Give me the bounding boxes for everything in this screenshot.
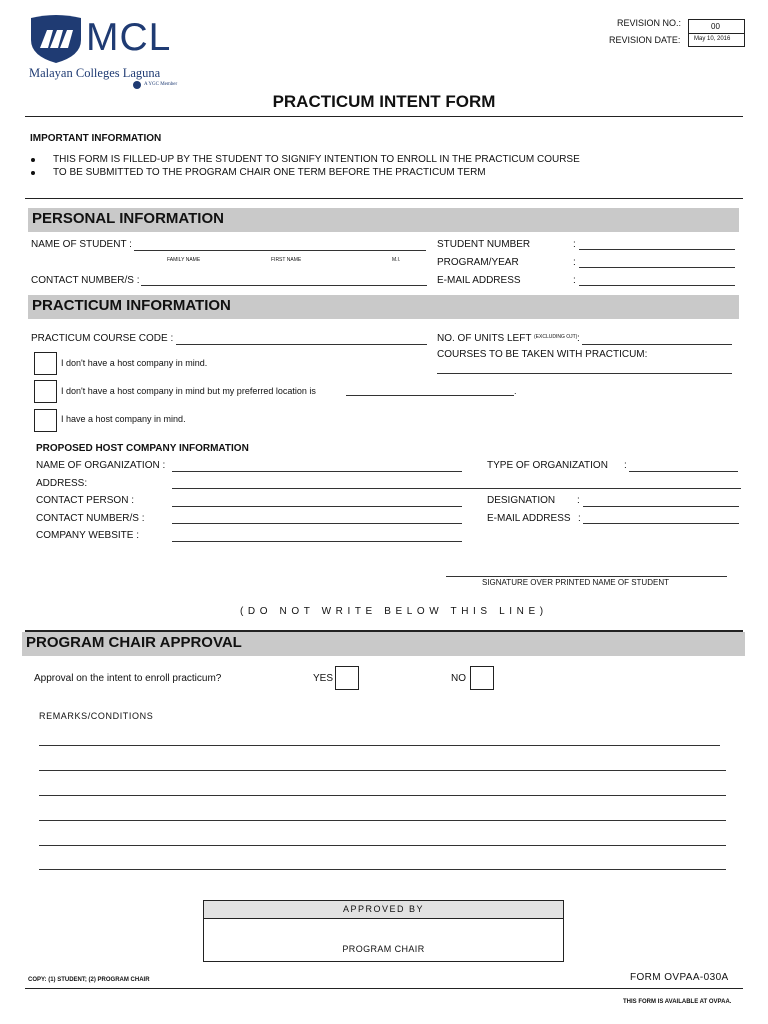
course-code-label: PRACTICUM COURSE CODE : [31, 333, 174, 344]
colon: : [577, 333, 580, 344]
option-preferred-location-checkbox[interactable] [34, 380, 57, 403]
org-type-label: TYPE OF ORGANIZATION [487, 460, 608, 471]
remarks-line[interactable] [39, 845, 726, 846]
host-contact-number-label: CONTACT NUMBER/S : [36, 513, 145, 524]
student-number-label: STUDENT NUMBER [437, 239, 531, 250]
option-has-host-checkbox[interactable] [34, 409, 57, 432]
form-code: FORM OVPAA-030A [630, 972, 729, 983]
logo-acronym: MCL [86, 16, 172, 59]
address-label: ADDRESS: [36, 478, 88, 489]
page-title: PRACTICUM INTENT FORM [272, 92, 496, 111]
important-bullet-2: TO BE SUBMITTED TO THE PROGRAM CHAIR ONE TERM BEFORE THE PRACTICUM TERM [53, 167, 486, 178]
important-divider [25, 198, 743, 199]
course-code-field[interactable] [176, 344, 427, 345]
approval-section-header [22, 632, 745, 656]
logo-name: Malayan Colleges Laguna [29, 66, 161, 80]
option-no-host-label: I don't have a host company in mind. [61, 358, 208, 368]
logo [29, 12, 189, 92]
practicum-section-header [28, 295, 739, 319]
remarks-line[interactable] [39, 869, 726, 870]
courses-with-practicum-label: COURSES TO BE TAKEN WITH PRACTICUM: [437, 349, 648, 360]
host-email-label: E-MAIL ADDRESS [487, 513, 571, 524]
units-left-note: (EXCLUDING OJT) [534, 334, 578, 340]
designation-label: DESIGNATION [487, 495, 556, 506]
yes-label: YES [313, 673, 334, 684]
website-label: COMPANY WEBSITE : [36, 530, 139, 541]
org-type-field[interactable] [629, 471, 738, 472]
personal-section-header [28, 208, 739, 232]
colon: : [573, 275, 576, 286]
option-no-host-checkbox[interactable] [34, 352, 57, 375]
student-name-field[interactable] [134, 250, 426, 251]
revision-box-divider [689, 33, 744, 34]
revision-box [688, 19, 745, 47]
host-contact-number-field[interactable] [172, 523, 462, 524]
program-chair-signature-field[interactable] [204, 920, 563, 960]
mi-caption: M.I. [392, 257, 401, 263]
address-field[interactable] [172, 488, 741, 489]
signature-label: SIGNATURE OVER PRINTED NAME OF STUDENT [482, 578, 669, 587]
first-name-caption: FIRST NAME [271, 257, 302, 263]
colon: : [573, 239, 576, 250]
copy-note: COPY: (1) STUDENT; (2) PROGRAM CHAIR [28, 977, 150, 983]
student-name-label: NAME OF STUDENT : [31, 239, 132, 250]
revision-date-label: REVISION DATE: [609, 35, 681, 45]
ygc-icon [133, 81, 141, 89]
bullet-icon [31, 171, 35, 175]
revision-no-value: 00 [711, 22, 720, 31]
practicum-heading: PRACTICUM INFORMATION [32, 297, 231, 314]
program-chair-label: PROGRAM CHAIR [342, 944, 425, 954]
colon: : [573, 257, 576, 268]
host-heading: PROPOSED HOST COMPANY INFORMATION [36, 443, 249, 454]
logo-affiliation: A YGC Member [144, 82, 178, 87]
footer-divider [25, 988, 743, 989]
important-bullet-1: THIS FORM IS FILLED-UP BY THE STUDENT TO SIGNIFY INTENTION TO ENROLL IN THE PRACTICUM COURSE [53, 154, 580, 165]
option-has-host-label: I have a host company in mind. [61, 414, 186, 424]
remarks-line[interactable] [39, 795, 726, 796]
designation-field[interactable] [583, 506, 739, 507]
signature-field[interactable] [446, 576, 727, 577]
student-email-label: E-MAIL ADDRESS [437, 275, 521, 286]
website-field[interactable] [172, 541, 462, 542]
approved-by-label: APPROVED BY [342, 904, 425, 914]
no-checkbox[interactable] [470, 666, 494, 690]
student-number-field[interactable] [579, 249, 735, 250]
remarks-line[interactable] [39, 820, 726, 821]
courses-with-practicum-field[interactable] [437, 373, 732, 374]
host-email-field[interactable] [583, 523, 739, 524]
bullet-icon [31, 158, 35, 162]
availability-note: THIS FORM IS AVAILABLE AT OVPAA. [623, 999, 732, 1005]
no-label: NO [451, 673, 466, 684]
program-year-field[interactable] [579, 267, 735, 268]
approved-by-box [203, 900, 564, 962]
units-left-field[interactable] [582, 344, 732, 345]
preferred-location-field[interactable] [346, 395, 514, 396]
units-left-label: NO. OF UNITS LEFT [437, 333, 532, 344]
colon: : [624, 460, 627, 471]
contact-person-field[interactable] [172, 506, 462, 507]
divider-text: (DO NOT WRITE BELOW THIS LINE) [240, 606, 548, 617]
remarks-label: REMARKS/CONDITIONS [39, 711, 154, 721]
family-name-caption: FAMILY NAME [167, 257, 201, 263]
org-name-label: NAME OF ORGANIZATION : [36, 460, 166, 471]
program-year-label: PROGRAM/YEAR [437, 257, 519, 268]
option-preferred-location-label: I don't have a host company in mind but my preferred location is [61, 386, 316, 396]
remarks-line[interactable] [39, 770, 726, 771]
colon: : [578, 513, 581, 524]
shield-logo-icon [29, 14, 83, 64]
contact-number-field[interactable] [141, 285, 427, 286]
student-email-field[interactable] [579, 285, 735, 286]
important-heading: IMPORTANT INFORMATION [30, 133, 162, 144]
yes-checkbox[interactable] [335, 666, 359, 690]
personal-heading: PERSONAL INFORMATION [32, 210, 224, 227]
approval-question: Approval on the intent to enroll practicum? [34, 673, 222, 684]
title-divider [25, 116, 743, 117]
org-name-field[interactable] [172, 471, 462, 472]
contact-person-label: CONTACT PERSON : [36, 495, 134, 506]
revision-no-label: REVISION NO.: [617, 18, 682, 28]
contact-number-label: CONTACT NUMBER/S : [31, 275, 140, 286]
approval-heading: PROGRAM CHAIR APPROVAL [26, 634, 242, 651]
colon: : [577, 495, 580, 506]
remarks-line[interactable] [39, 745, 720, 746]
revision-date-value: May 10, 2016 [694, 36, 731, 42]
option-suffix: . [514, 386, 517, 396]
